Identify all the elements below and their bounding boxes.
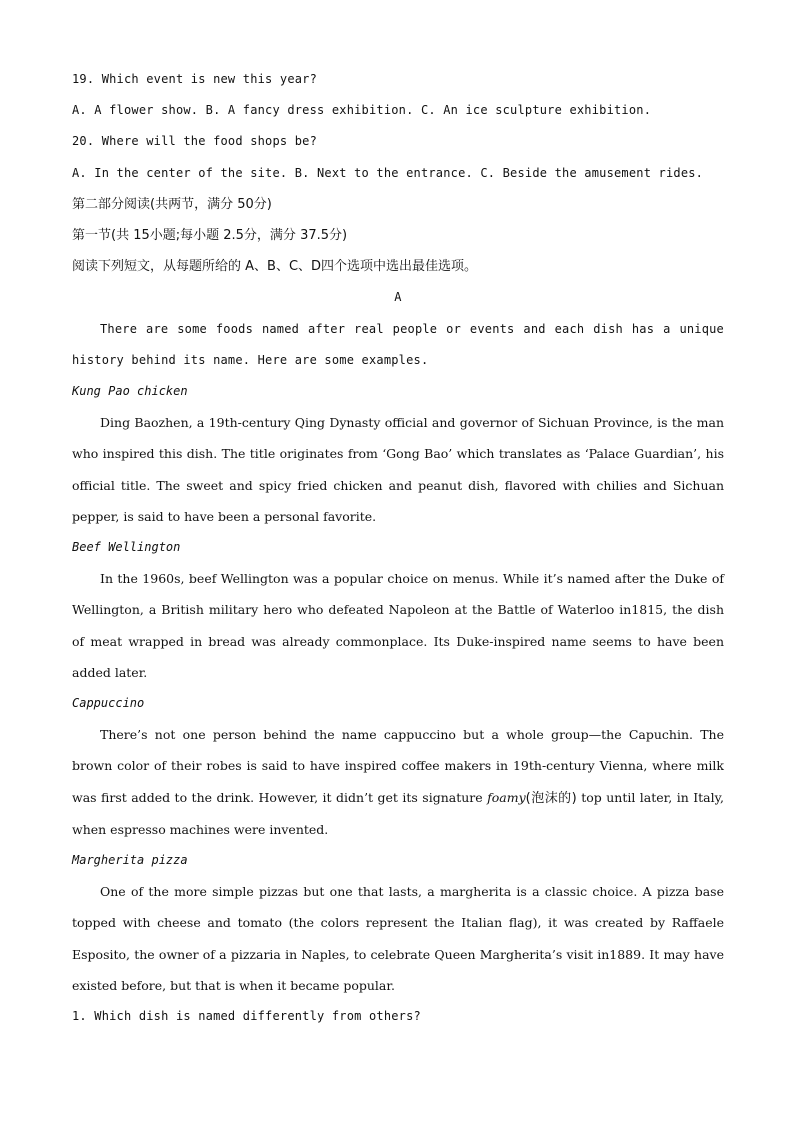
question-20: 20. Where will the food shops be? <box>72 134 318 149</box>
dish-heading-cappuccino: Cappuccino <box>72 695 145 710</box>
cappuccino-text-before: There’s not one person behind the name cappuccino but a whole group—the Capuchin. The brown color of their robes is said to have inspired coffee makers in 19th-century Vienna, where milk was first added to the drink. However, it didn’t get its signature <box>72 727 724 805</box>
dish-text-kung-pao: Ding Baozhen, a 19th-century Qing Dynasty official and governor of Sichuan Province, is the man who inspired this dish. The title originates from ‘Gong Bao’ which translates as ‘Palace Guardian’, his official title. The sweet and spicy fried chicken and peanut dish, flavored with chilies and Sichuan pepper, is said to have been a personal favorite. <box>72 415 724 524</box>
dish-heading-margherita: Margherita pizza <box>72 852 188 867</box>
question-19: 19. Which event is new this year? <box>72 72 318 86</box>
section-title: 第一节(共 15小题;每小题 2.5分，满分 37.5分) <box>72 227 348 243</box>
question-19-options: A. A flower show. B. A fancy dress exhibition. C. An ice sculpture exhibition. <box>72 103 652 118</box>
dish-text-margherita: One of the more simple pizzas but one that lasts, a margherita is a classic choice. A pizza base topped with cheese and tomato (the colors represent the Italian flag), it was created by Raffaele Esposito, the owner of a pizzaria in Naples, to celebrate Queen Margherita’s visit in1889. It may have existed before, but that is when it became popular. <box>72 884 724 993</box>
foamy-gloss: (泡沫的) <box>525 790 577 806</box>
dish-text-cappuccino <box>72 719 724 845</box>
instruction: 阅读下列短文，从每题所给的 A、B、C、D四个选项中选出最佳选项。 <box>72 259 478 275</box>
cappuccino-text-after: top until later, in Italy, when espresso machines were invented. <box>72 789 724 837</box>
foamy-word: foamy <box>487 789 526 805</box>
dish-heading-kung-pao: Kung Pao chicken <box>72 383 188 398</box>
question-20-options: A. In the center of the site. B. Next to the entrance. C. Beside the amusement rides. <box>72 165 704 180</box>
document-page <box>72 64 724 1032</box>
part-title: 第二部分阅读(共两节，满分 50分) <box>72 196 272 212</box>
dish-text-beef-wellington: In the 1960s, beef Wellington was a popular choice on menus. While it’s named after the Duke of Wellington, a British military hero who defeated Napoleon at the Battle of Waterloo in1815, the dish of meat wrapped in bread was already commonplace. Its Duke-inspired name seems to have been added later. <box>72 571 724 680</box>
dish-heading-beef-wellington: Beef Wellington <box>72 539 181 554</box>
passage-label: A <box>394 290 402 305</box>
question-1: 1. Which dish is named differently from others? <box>72 1008 421 1023</box>
intro-paragraph: There are some foods named after real people or events and each dish has a unique history behind its name. Here are some examples. <box>72 321 724 367</box>
